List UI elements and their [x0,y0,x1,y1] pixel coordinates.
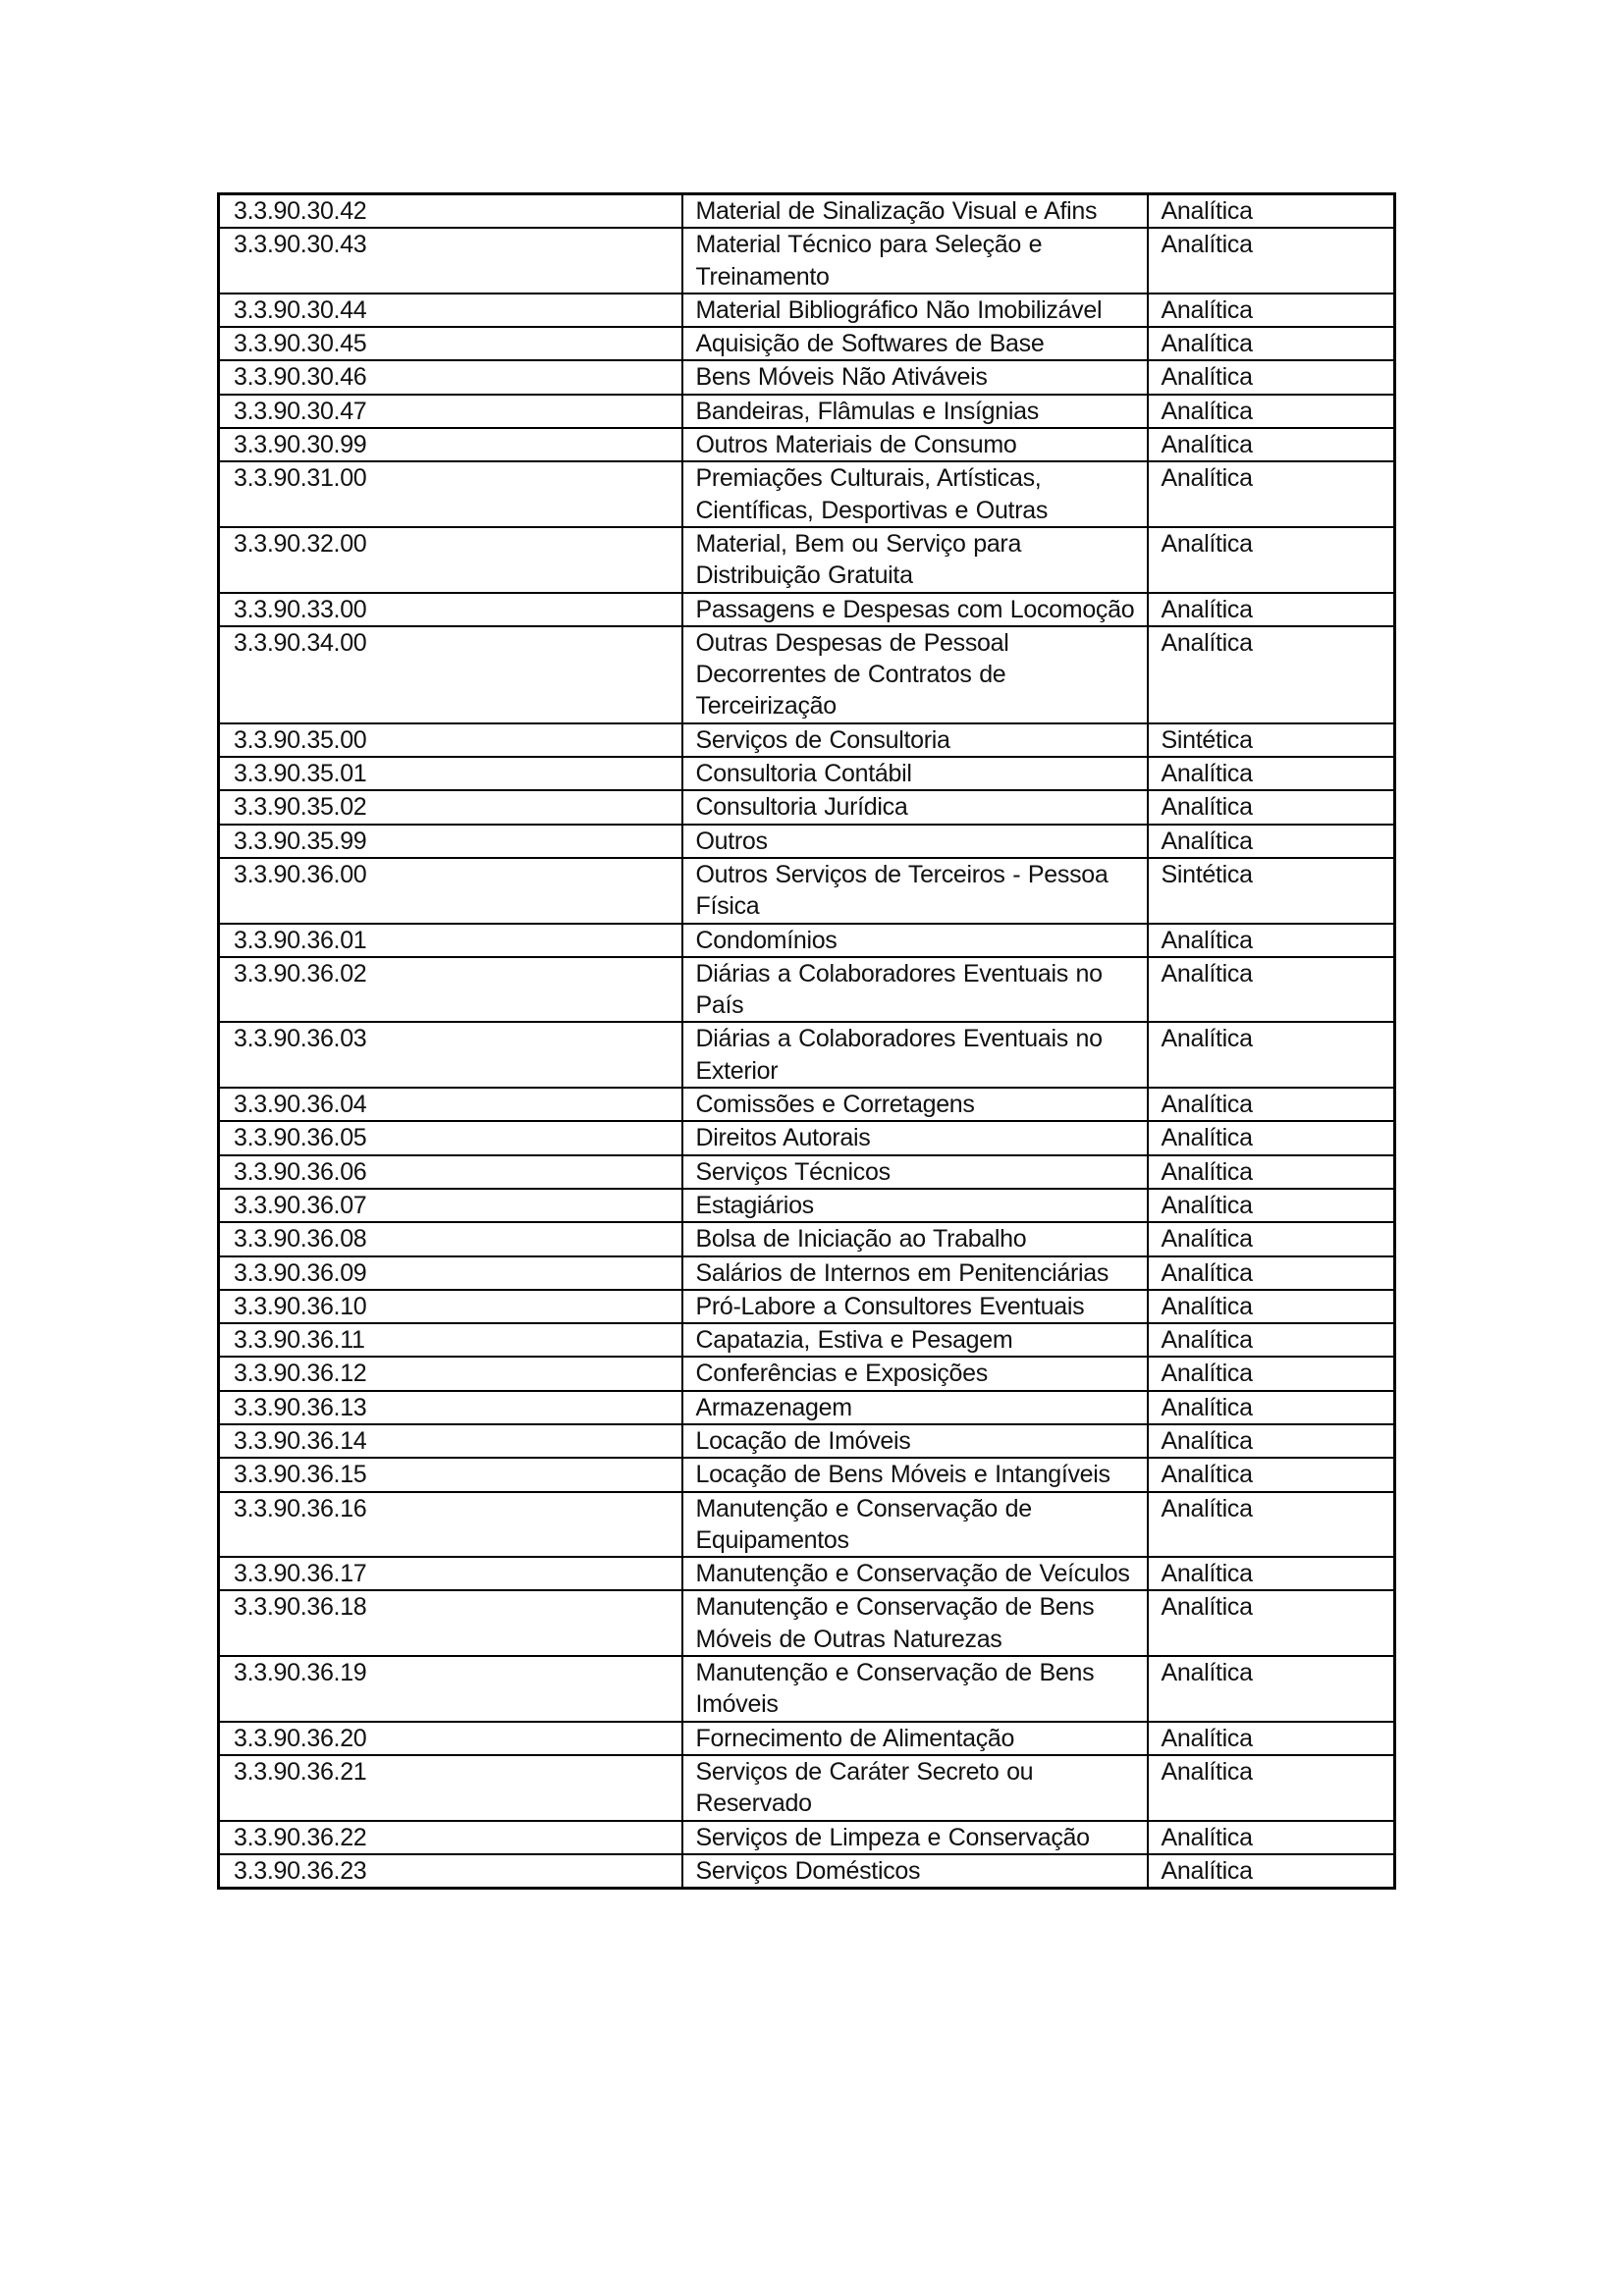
description-cell: Conferências e Exposições [682,1357,1148,1390]
type-cell: Analítica [1148,1323,1395,1357]
code-cell: 3.3.90.36.16 [219,1492,682,1558]
code-cell: 3.3.90.35.99 [219,825,682,858]
description-cell: Manutenção e Conservação de Bens Móveis de Outras Naturezas [682,1590,1148,1656]
description-cell: Bolsa de Iniciação ao Trabalho [682,1222,1148,1255]
code-cell: 3.3.90.36.00 [219,858,682,924]
table-row [219,360,1395,394]
description-cell: Material Bibliográfico Não Imobilizável [682,294,1148,327]
code-cell: 3.3.90.35.00 [219,723,682,757]
table-row [219,1256,1395,1290]
table-row [219,1121,1395,1154]
type-cell: Analítica [1148,1155,1395,1189]
table-row [219,1189,1395,1222]
code-cell: 3.3.90.36.15 [219,1458,682,1491]
type-cell: Analítica [1148,1821,1395,1854]
description-cell: Serviços de Limpeza e Conservação [682,1821,1148,1854]
description-cell: Outros [682,825,1148,858]
code-cell: 3.3.90.36.20 [219,1722,682,1755]
type-cell: Analítica [1148,790,1395,824]
code-cell: 3.3.90.30.99 [219,428,682,461]
table-row [219,1391,1395,1424]
description-cell: Pró-Labore a Consultores Eventuais [682,1290,1148,1323]
table-row [219,1155,1395,1189]
code-cell: 3.3.90.30.42 [219,194,682,229]
table-row [219,825,1395,858]
table-row [219,1755,1395,1821]
table-row [219,858,1395,924]
description-cell: Consultoria Contábil [682,757,1148,790]
description-cell: Comissões e Corretagens [682,1088,1148,1121]
description-cell: Premiações Culturais, Artísticas, Científicas, Desportivas e Outras [682,461,1148,527]
table-row [219,1590,1395,1656]
table-row [219,461,1395,527]
description-cell: Serviços de Caráter Secreto ou Reservado [682,1755,1148,1821]
type-cell: Analítica [1148,327,1395,360]
type-cell: Analítica [1148,1854,1395,1889]
type-cell: Analítica [1148,757,1395,790]
type-cell: Analítica [1148,924,1395,957]
description-cell: Manutenção e Conservação de Equipamentos [682,1492,1148,1558]
table-row [219,1854,1395,1889]
type-cell: Analítica [1148,1290,1395,1323]
code-cell: 3.3.90.36.10 [219,1290,682,1323]
code-cell: 3.3.90.30.46 [219,360,682,394]
code-cell: 3.3.90.36.19 [219,1656,682,1722]
table-row [219,1222,1395,1255]
description-cell: Outras Despesas de Pessoal Decorrentes de Contratos de Terceirização [682,626,1148,723]
description-cell: Material Técnico para Seleção e Treinamento [682,228,1148,294]
table-row [219,395,1395,428]
type-cell: Analítica [1148,626,1395,723]
description-cell: Bens Móveis Não Ativáveis [682,360,1148,394]
table-row [219,757,1395,790]
type-cell: Analítica [1148,1121,1395,1154]
type-cell: Analítica [1148,1357,1395,1390]
description-cell: Diárias a Colaboradores Eventuais no País [682,957,1148,1023]
type-cell: Analítica [1148,395,1395,428]
table-row [219,1656,1395,1722]
description-cell: Manutenção e Conservação de Bens Imóveis [682,1656,1148,1722]
type-cell: Sintética [1148,723,1395,757]
table-row [219,790,1395,824]
code-cell: 3.3.90.36.01 [219,924,682,957]
type-cell: Analítica [1148,1088,1395,1121]
code-cell: 3.3.90.33.00 [219,593,682,626]
description-cell: Serviços de Consultoria [682,723,1148,757]
type-cell: Analítica [1148,360,1395,394]
description-cell: Aquisição de Softwares de Base [682,327,1148,360]
table-row [219,1458,1395,1491]
code-cell: 3.3.90.36.13 [219,1391,682,1424]
type-cell: Analítica [1148,1656,1395,1722]
description-cell: Outros Serviços de Terceiros - Pessoa Física [682,858,1148,924]
code-cell: 3.3.90.36.21 [219,1755,682,1821]
type-cell: Analítica [1148,1424,1395,1458]
description-cell: Serviços Domésticos [682,1854,1148,1889]
type-cell: Sintética [1148,858,1395,924]
code-cell: 3.3.90.36.03 [219,1022,682,1088]
code-cell: 3.3.90.36.17 [219,1557,682,1590]
table-row [219,626,1395,723]
type-cell: Analítica [1148,593,1395,626]
table-row [219,593,1395,626]
description-cell: Locação de Imóveis [682,1424,1148,1458]
description-cell: Direitos Autorais [682,1121,1148,1154]
description-cell: Condomínios [682,924,1148,957]
table-body [219,194,1395,1889]
type-cell: Analítica [1148,294,1395,327]
type-cell: Analítica [1148,1557,1395,1590]
description-cell: Material, Bem ou Serviço para Distribuição Gratuita [682,527,1148,593]
table-row [219,1424,1395,1458]
table-row [219,1088,1395,1121]
code-cell: 3.3.90.36.02 [219,957,682,1023]
code-cell: 3.3.90.36.04 [219,1088,682,1121]
table-row [219,527,1395,593]
table-row [219,294,1395,327]
description-cell: Capatazia, Estiva e Pesagem [682,1323,1148,1357]
code-cell: 3.3.90.36.18 [219,1590,682,1656]
code-cell: 3.3.90.35.02 [219,790,682,824]
type-cell: Analítica [1148,957,1395,1023]
description-cell: Fornecimento de Alimentação [682,1722,1148,1755]
type-cell: Analítica [1148,1755,1395,1821]
description-cell: Diárias a Colaboradores Eventuais no Exterior [682,1022,1148,1088]
code-cell: 3.3.90.34.00 [219,626,682,723]
description-cell: Serviços Técnicos [682,1155,1148,1189]
type-cell: Analítica [1148,825,1395,858]
table-row [219,1022,1395,1088]
description-cell: Bandeiras, Flâmulas e Insígnias [682,395,1148,428]
type-cell: Analítica [1148,1256,1395,1290]
code-cell: 3.3.90.36.12 [219,1357,682,1390]
code-cell: 3.3.90.30.47 [219,395,682,428]
description-cell: Locação de Bens Móveis e Intangíveis [682,1458,1148,1491]
code-cell: 3.3.90.32.00 [219,527,682,593]
type-cell: Analítica [1148,1189,1395,1222]
code-cell: 3.3.90.35.01 [219,757,682,790]
code-cell: 3.3.90.36.14 [219,1424,682,1458]
type-cell: Analítica [1148,1722,1395,1755]
table-row [219,327,1395,360]
code-cell: 3.3.90.30.44 [219,294,682,327]
type-cell: Analítica [1148,1492,1395,1558]
code-cell: 3.3.90.36.23 [219,1854,682,1889]
description-cell: Armazenagem [682,1391,1148,1424]
code-cell: 3.3.90.36.22 [219,1821,682,1854]
table-row [219,1557,1395,1590]
table-row [219,1323,1395,1357]
code-cell: 3.3.90.36.11 [219,1323,682,1357]
description-cell: Material de Sinalização Visual e Afins [682,194,1148,229]
type-cell: Analítica [1148,228,1395,294]
code-cell: 3.3.90.36.07 [219,1189,682,1222]
type-cell: Analítica [1148,1590,1395,1656]
type-cell: Analítica [1148,1022,1395,1088]
table-row [219,1821,1395,1854]
type-cell: Analítica [1148,527,1395,593]
code-cell: 3.3.90.36.08 [219,1222,682,1255]
description-cell: Outros Materiais de Consumo [682,428,1148,461]
table-row [219,1722,1395,1755]
table-row [219,924,1395,957]
code-cell: 3.3.90.31.00 [219,461,682,527]
table-row [219,1290,1395,1323]
table-row [219,1357,1395,1390]
table-row [219,1492,1395,1558]
type-cell: Analítica [1148,428,1395,461]
type-cell: Analítica [1148,461,1395,527]
table-row [219,723,1395,757]
description-cell: Salários de Internos em Penitenciárias [682,1256,1148,1290]
code-cell: 3.3.90.36.05 [219,1121,682,1154]
description-cell: Manutenção e Conservação de Veículos [682,1557,1148,1590]
type-cell: Analítica [1148,1458,1395,1491]
code-cell: 3.3.90.30.45 [219,327,682,360]
description-cell: Consultoria Jurídica [682,790,1148,824]
description-cell: Estagiários [682,1189,1148,1222]
table-row [219,194,1395,229]
expense-classification-table [217,192,1396,1890]
type-cell: Analítica [1148,194,1395,229]
table-row [219,957,1395,1023]
code-cell: 3.3.90.36.09 [219,1256,682,1290]
table-row [219,428,1395,461]
type-cell: Analítica [1148,1391,1395,1424]
type-cell: Analítica [1148,1222,1395,1255]
description-cell: Passagens e Despesas com Locomoção [682,593,1148,626]
code-cell: 3.3.90.30.43 [219,228,682,294]
table-row [219,228,1395,294]
code-cell: 3.3.90.36.06 [219,1155,682,1189]
